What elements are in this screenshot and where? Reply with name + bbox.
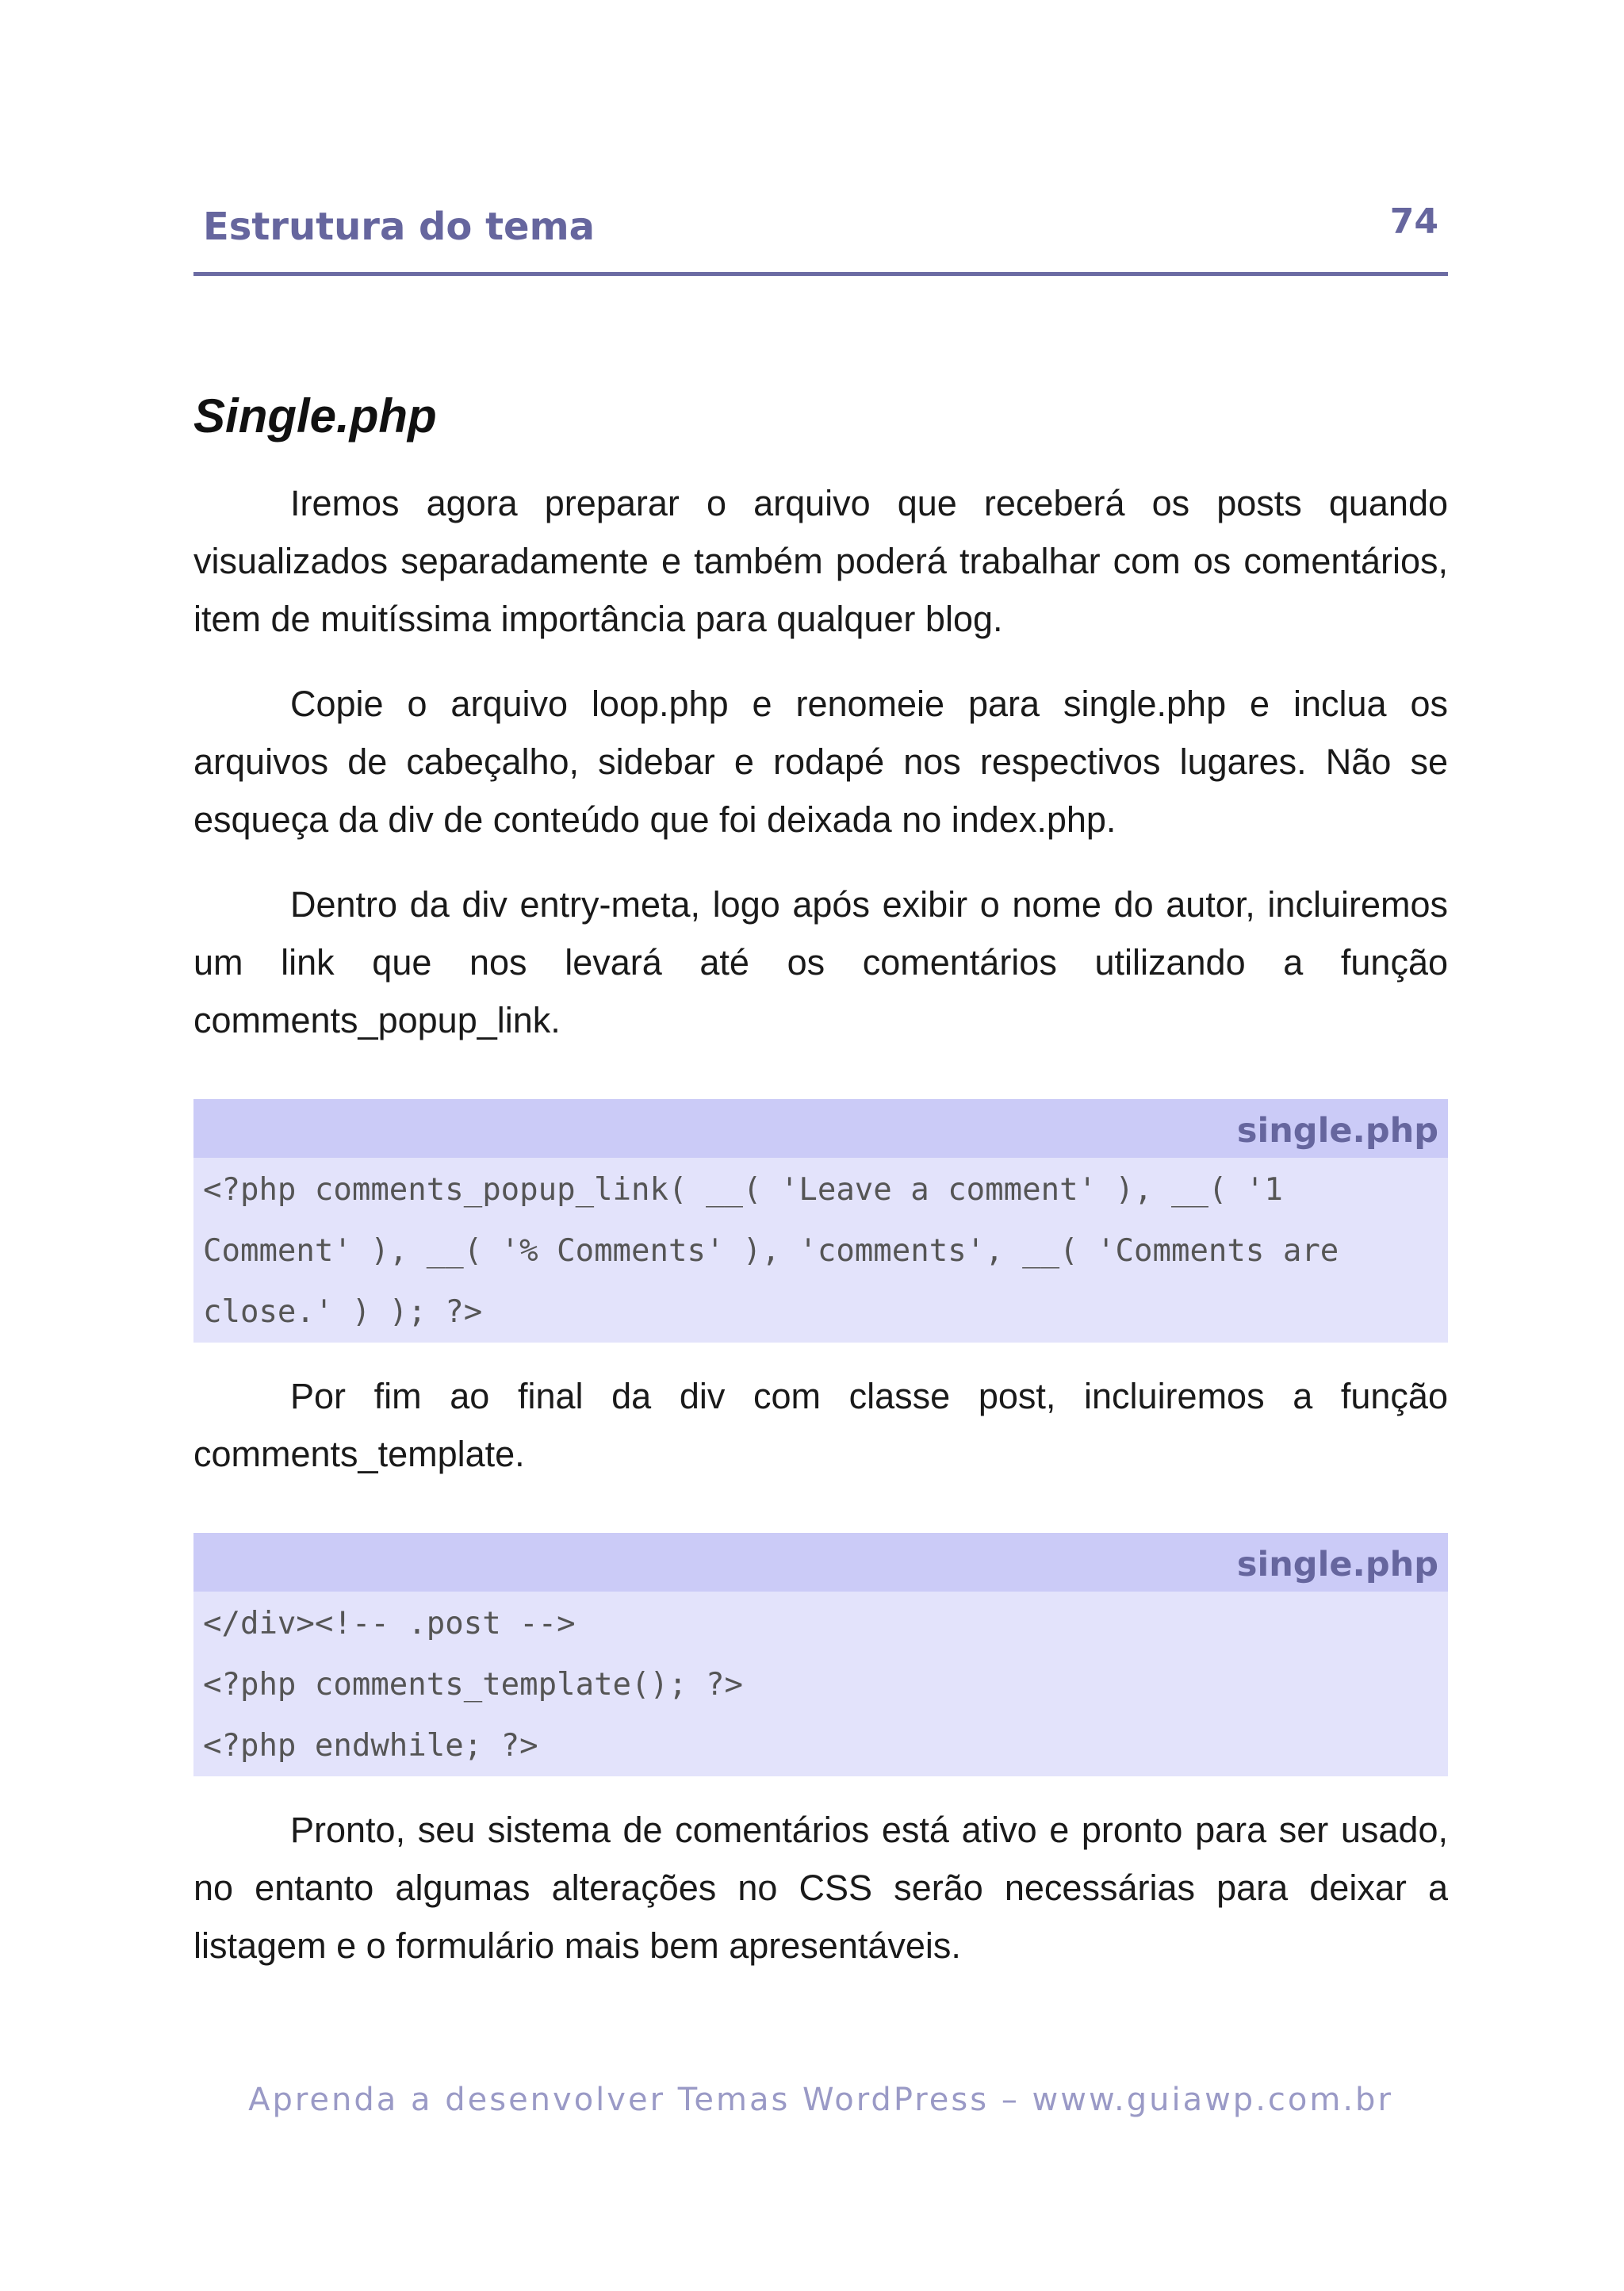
section-title: Single.php xyxy=(193,389,437,442)
code-body xyxy=(193,1592,1448,1776)
code-body xyxy=(193,1158,1448,1343)
paragraph-intro: Iremos agora preparar o arquivo que receberá os posts quando visualizados separadamente e também poderá trabalhar com os comentários, item de muitíssima importância para qualquer blog. xyxy=(193,483,1448,639)
paragraph-copy-loop: Copie o arquivo loop.php e renomeie para single.php e inclua os arquivos de cabeçalho, sidebar e rodapé nos respectivos lugares. Não se esqueça da div de conteúdo que foi deixada no index.php. xyxy=(193,684,1448,840)
code-line: <?php comments_popup_link( __( 'Leave a comment' ), __( '1 xyxy=(203,1172,1283,1208)
page-number: 74 xyxy=(1389,201,1438,242)
code-line: Comment' ), __( '% Comments' ), 'comments', __( 'Comments are xyxy=(203,1233,1339,1269)
code-filename-label: single.php xyxy=(193,1099,1448,1158)
chapter-title: Estrutura do tema xyxy=(203,205,595,249)
code-line: <?php endwhile; ?> xyxy=(203,1728,538,1764)
paragraph-comments-template: Por fim ao final da div com classe post, incluiremos a função comments_template. xyxy=(193,1376,1448,1474)
code-line: close.' ) ); ?> xyxy=(203,1294,483,1330)
running-header xyxy=(193,193,1448,276)
code-filename-label: single.php xyxy=(193,1533,1448,1592)
code-block-comments-template xyxy=(193,1533,1448,1776)
paragraph-entry-meta: Dentro da div entry-meta, logo após exibir o nome do autor, incluiremos um link que nos levará até os comentários utilizando a função comments_popup_link. xyxy=(193,884,1448,1040)
paragraph-conclusion: Pronto, seu sistema de comentários está ativo e pronto para ser usado, no entanto algumas alterações no CSS serão necessárias para deixar a listagem e o formulário mais bem apresentáveis. xyxy=(193,1810,1448,1966)
code-line: <?php comments_template(); ?> xyxy=(203,1667,743,1703)
code-block-comments-popup-link xyxy=(193,1099,1448,1343)
page-footer: Aprenda a desenvolver Temas WordPress – www.guiawp.com.br xyxy=(248,2082,1393,2118)
code-line: </div><!-- .post --> xyxy=(203,1606,576,1642)
